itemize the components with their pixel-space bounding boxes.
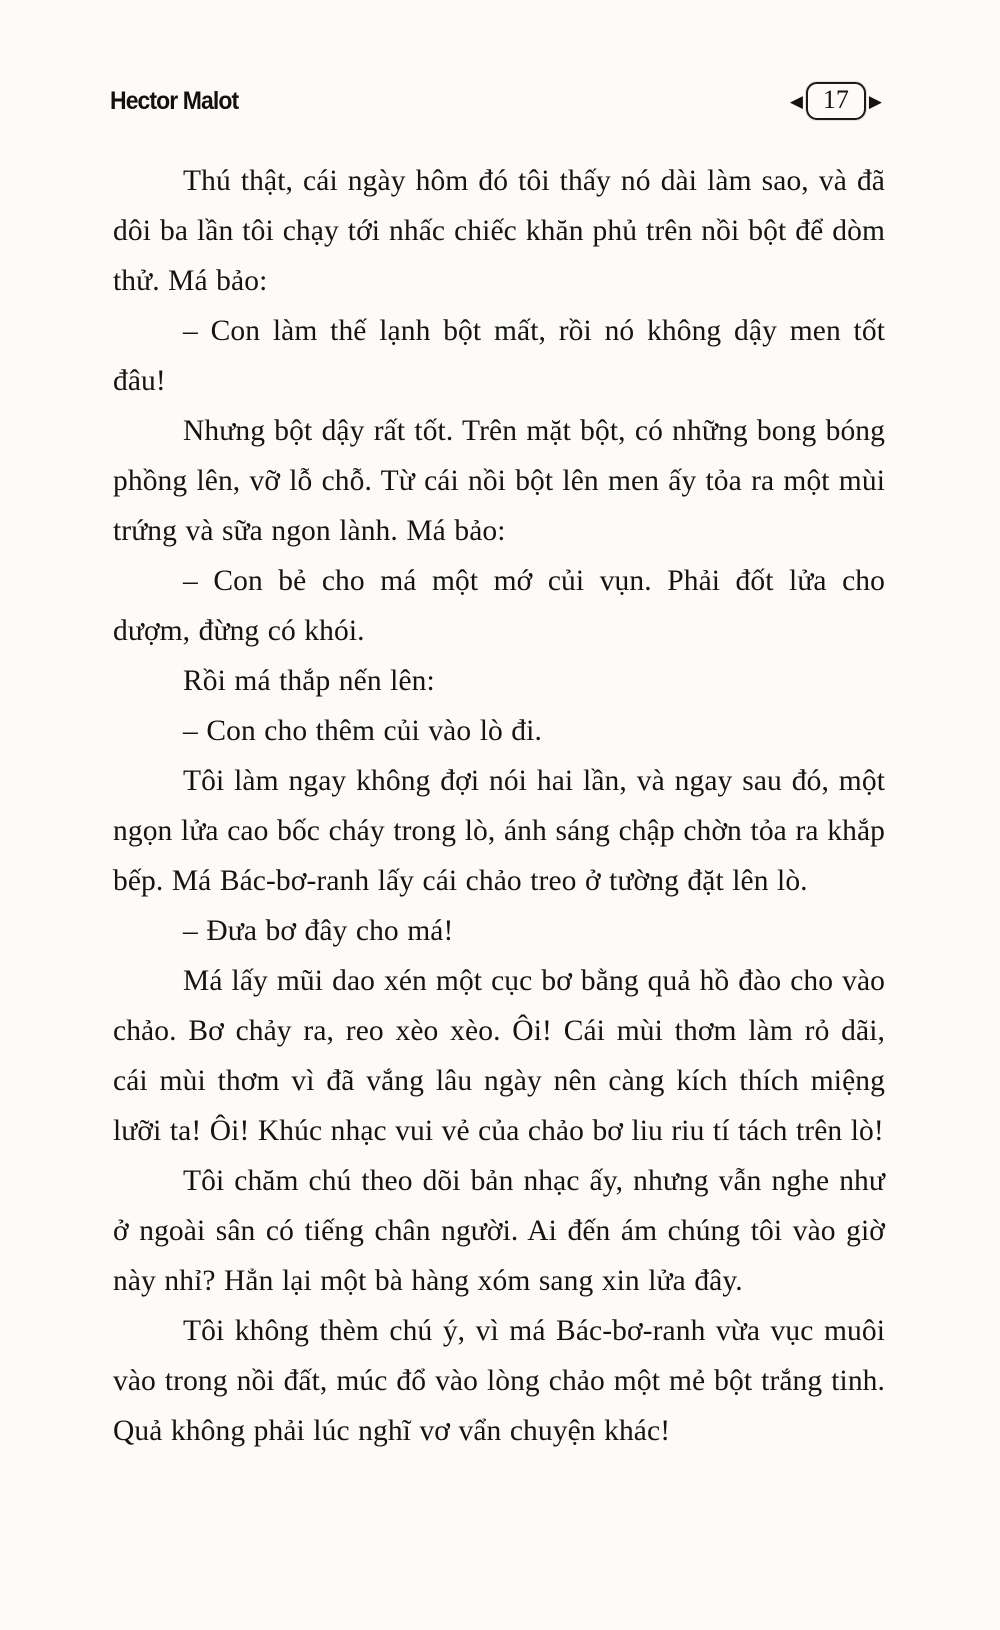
- paragraph: – Đưa bơ đây cho má!: [183, 915, 454, 947]
- paragraph: Tôi chăm chú theo dõi bản nhạc ấy, nhưng vẫn nghe như ở ngoài sân có tiếng chân người. Ai đến ám chúng tôi vào giờ này nhỉ? Hẳn lại một bà hàng xóm sang xin lửa đây.: [113, 1165, 885, 1297]
- paragraph: – Con cho thêm củi vào lò đi.: [183, 715, 542, 747]
- paragraph: – Con làm thế lạnh bột mất, rồi nó không dậy men tốt đâu!: [113, 315, 885, 397]
- paragraph: – Con bẻ cho má một mớ củi vụn. Phải đốt lửa cho dượm, đừng có khói.: [113, 565, 885, 647]
- page-number: 17: [806, 82, 866, 120]
- paragraph: Nhưng bột dậy rất tốt. Trên mặt bột, có những bong bóng phồng lên, vỡ lỗ chỗ. Từ cái nồi bột lên men ấy tỏa ra một mùi trứng và sữa ngon lành. Má bảo:: [113, 415, 885, 547]
- paragraph: Rồi má thắp nến lên:: [183, 665, 435, 697]
- page-header: [110, 78, 882, 124]
- paragraph: Tôi không thèm chú ý, vì má Bác-bơ-ranh vừa vục muôi vào trong nồi đất, múc đổ vào lòng chảo một mẻ bột trắng tinh. Quả không phải lúc nghĩ vơ vẩn chuyện khác!: [113, 1315, 885, 1447]
- paragraph: Thú thật, cái ngày hôm đó tôi thấy nó dài làm sao, và đã dôi ba lần tôi chạy tới nhấc chiếc khăn phủ trên nồi bột để dòm thử. Má bảo:: [113, 165, 885, 297]
- nav-right-icon: ▶: [868, 91, 882, 111]
- nav-left-icon: ◀: [789, 91, 803, 111]
- page-number-badge: [790, 82, 882, 120]
- author-name: Hector Malot: [110, 86, 239, 115]
- page-content: [113, 156, 885, 1456]
- paragraph: Má lấy mũi dao xén một cục bơ bằng quả hồ đào cho vào chảo. Bơ chảy ra, reo xèo xèo. Ôi! Cái mùi thơm làm rỏ dãi, cái mùi thơm vì đã vắng lâu ngày nên càng kích thích miệng lưỡi ta! Ôi! Khúc nhạc vui vẻ của chảo bơ liu riu tí tách trên lò!: [113, 965, 885, 1147]
- paragraph: Tôi làm ngay không đợi nói hai lần, và ngay sau đó, một ngọn lửa cao bốc cháy trong lò, ánh sáng chập chờn tỏa ra khắp bếp. Má Bác-bơ-ranh lấy cái chảo treo ở tường đặt lên lò.: [113, 765, 885, 897]
